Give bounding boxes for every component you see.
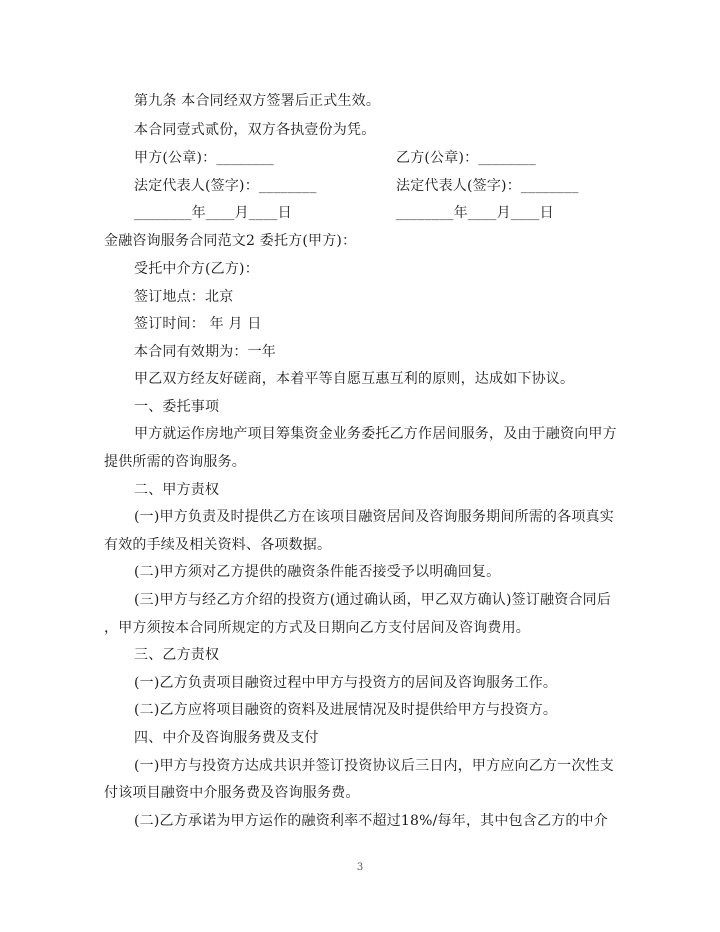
sign-time-line: 签订时间： 年 月 日 (134, 316, 262, 332)
validity-line: 本合同有效期为：一年 (134, 344, 276, 360)
article-9-line: 第九条 本合同经双方签署后正式生效。 (134, 93, 381, 109)
section-3-item-2: (二)乙方应将项目融资的资料及进展情况及时提供给甲方与投资方。 (134, 702, 558, 718)
section-2-item-2: (二)甲方须对乙方提供的融资条件能否接受予以明确回复。 (134, 564, 501, 580)
section-3-item-1: (一)乙方负责项目融资过程中甲方与投资方的居间及咨询服务工作。 (134, 675, 558, 691)
section-2-item-3-line2: ，甲方须按本合同所规定的方式及日期向乙方支付居间及咨询费用。 (104, 620, 530, 636)
page-number: 3 (356, 862, 364, 873)
intro-line: 甲乙双方经友好磋商，本着平等自愿互惠互利的原则，达成如下协议。 (134, 371, 575, 387)
section-4-item-2: (二)乙方承诺为甲方运作的融资利率不超过18%/每年，其中包含乙方的中介 (134, 813, 608, 829)
party-a-date: ________年____月____日 (134, 205, 292, 221)
agent-party-line: 受托中介方(乙方)： (134, 261, 259, 277)
section-2-title: 二、甲方责权 (134, 482, 220, 498)
section-4-item-1-line1: (一)甲方与投资方达成共识并签订投资协议后三日内，甲方应向乙方一次性支 (134, 758, 614, 774)
section-1-paragraph-line2: 提供所需的咨询服务。 (104, 454, 246, 470)
section-3-title: 三、乙方责权 (134, 647, 220, 663)
sample-title-line: 金融咨询服务合同范文2 委托方(甲方)： (104, 233, 357, 249)
sign-place-line: 签订地点：北京 (134, 289, 234, 305)
party-b-representative: 法定代表人(签字)：________ (396, 178, 579, 194)
section-4-title: 四、中介及咨询服务费及支付 (134, 730, 319, 746)
section-2-item-3-line1: (三)甲方与经乙方介绍的投资方(通过确认函，甲乙双方确认)签订融资合同后 (134, 592, 612, 608)
section-1-paragraph-line1: 甲方就运作房地产项目筹集资金业务委托乙方作居间服务，及由于融资向甲方 (134, 426, 617, 442)
party-b-seal: 乙方(公章)：________ (396, 150, 536, 166)
section-2-item-1-line1: (一)甲方负责及时提供乙方在该项目融资居间及咨询服务期间所需的各项真实 (134, 509, 614, 525)
party-b-date: ________年____月____日 (396, 205, 554, 221)
party-a-representative: 法定代表人(签字)：________ (134, 178, 317, 194)
party-a-seal: 甲方(公章)：________ (134, 150, 274, 166)
section-4-item-1-line2: 付该项目融资中介服务费及咨询服务费。 (104, 785, 360, 801)
copies-line: 本合同壹式贰份，双方各执壹份为凭。 (134, 122, 376, 138)
section-2-item-1-line2: 有效的手续及相关资料、各项数据。 (104, 537, 332, 553)
section-1-title: 一、委托事项 (134, 399, 220, 415)
